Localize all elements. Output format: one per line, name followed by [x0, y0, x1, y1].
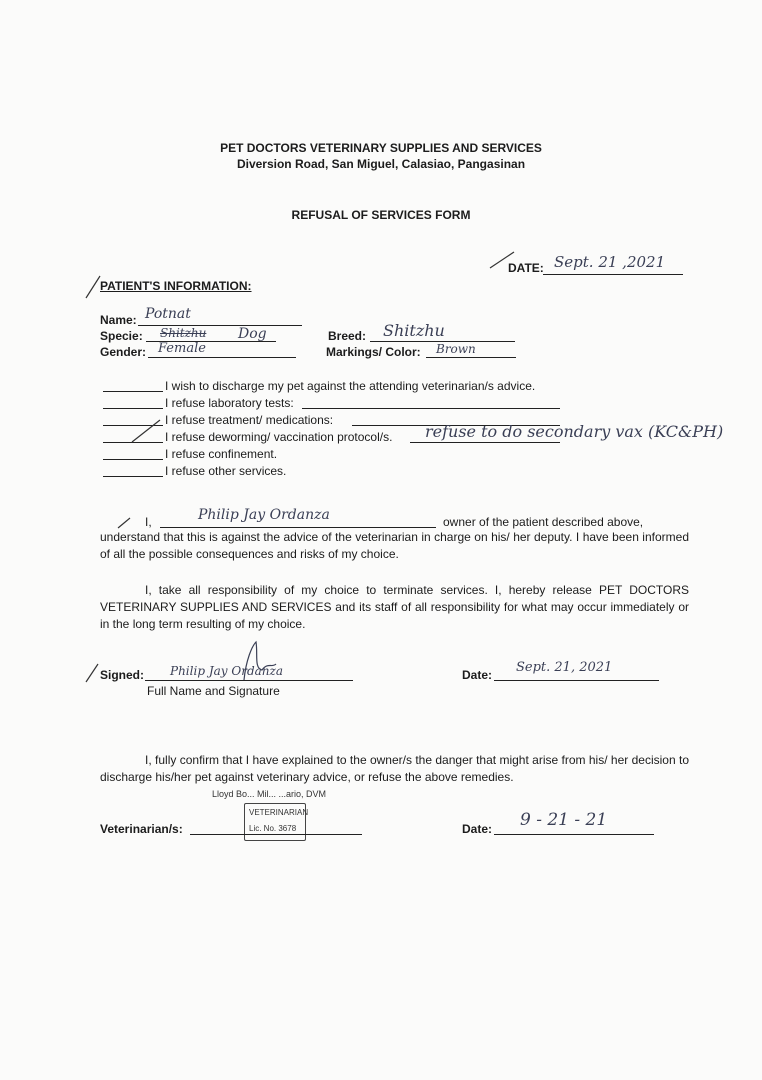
markings-value: Brown — [436, 342, 476, 356]
date-label: DATE: — [508, 261, 544, 275]
gender-label: Gender: — [100, 345, 147, 359]
vet-confirm-text: I, fully confirm that I have explained to the owner/s the danger that might arise from his/ her decision to discharge his/her pet against veterinary advice, or refuse the above remedies. — [100, 753, 689, 784]
option-deworming: I refuse deworming/ vaccination protocol/s. — [165, 430, 393, 444]
owner-name: Philip Jay Ordanza — [198, 507, 330, 523]
date-value: Sept. 21 ,2021 — [554, 253, 666, 271]
gender-value: Female — [158, 341, 206, 356]
company-name: PET DOCTORS VETERINARY SUPPLIES AND SERVICES — [220, 141, 542, 155]
vet-date-label: Date: — [462, 822, 493, 836]
breed-value: Shitzhu — [383, 321, 445, 340]
patient-section-title: PATIENT'S INFORMATION: — [100, 279, 252, 293]
company-address: Diversion Road, San Miguel, Calasiao, Pangasinan — [236, 157, 526, 171]
signature-caption: Full Name and Signature — [147, 684, 280, 698]
check-mark-icon — [130, 418, 164, 444]
vet-stamp — [244, 803, 309, 841]
signature-scribble-icon — [238, 640, 278, 682]
specie-value: Dog — [238, 326, 267, 342]
option-discharge: I wish to discharge my pet against the attending veterinarian/s advice. — [165, 379, 536, 393]
vet-date-value: 9 - 21 - 21 — [520, 810, 608, 830]
statement-paragraph-1: understand that this is against the advice of the veterinarian in charge on his/ her deputy. I have been informed of all the possible consequences and risks of my choice. — [100, 530, 689, 561]
breed-label: Breed: — [328, 329, 367, 343]
markings-label: Markings/ Color: — [326, 345, 421, 359]
deworming-note: refuse to do secondary vax (KC&PH) — [425, 422, 724, 441]
name-value: Potnat — [145, 306, 191, 322]
option-lab-tests: I refuse laboratory tests: — [165, 396, 294, 410]
option-treatment: I refuse treatment/ medications: — [165, 413, 334, 427]
signed-date-label: Date: — [462, 668, 493, 682]
option-other: I refuse other services. — [165, 464, 287, 478]
vet-label: Veterinarian/s: — [100, 822, 183, 836]
check-mark-icon — [84, 662, 100, 684]
vet-stamp-title: VETERINARIAN — [249, 808, 309, 817]
statement-paragraph-2: I, take all responsibility of my choice to terminate services. I, hereby release PET DOCTORS VETERINARY SUPPLIES AND SERVICES and its staff of all responsibility for what may occur immediately or in the long term resulting of my choice. — [100, 583, 689, 631]
form-title: REFUSAL OF SERVICES FORM — [291, 208, 471, 222]
check-mark-icon — [116, 514, 132, 530]
name-label: Name: — [100, 313, 137, 327]
specie-label: Specie: — [100, 329, 143, 343]
statement-line1: owner of the patient described above, — [443, 515, 644, 529]
vet-stamp-name: Lloyd Bo... Mil... ...ario, DVM — [212, 789, 327, 799]
statement-i: I, — [145, 515, 152, 529]
specie-struck-value: Shitzhu — [160, 326, 207, 340]
signed-date-value: Sept. 21, 2021 — [516, 660, 613, 675]
signed-label: Signed: — [100, 668, 144, 682]
owner-signature: Philip Jay Ordanza — [170, 664, 283, 678]
vet-stamp-license: Lic. No. 3678 — [249, 824, 297, 833]
option-confinement: I refuse confinement. — [165, 447, 278, 461]
